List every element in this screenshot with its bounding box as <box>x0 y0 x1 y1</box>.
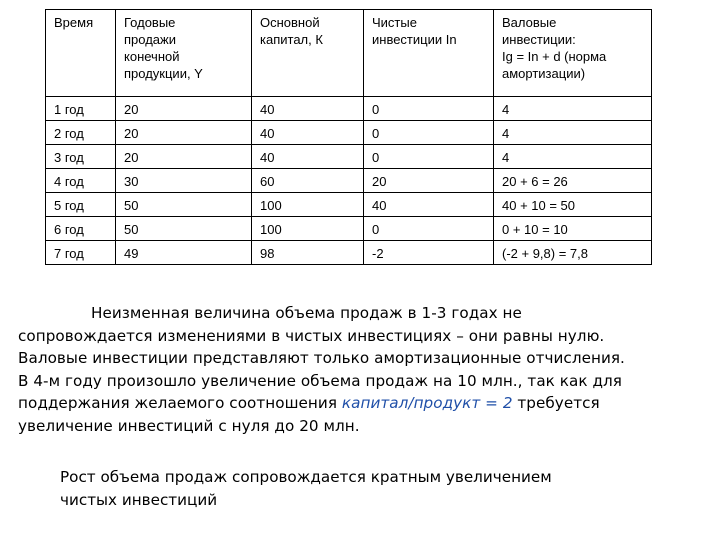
table-header-row <box>46 10 652 97</box>
paragraph-line: Рост объема продаж сопровождается кратным увеличением <box>60 468 552 486</box>
paragraph-text: поддержания желаемого соотношения <box>18 394 342 412</box>
cell-net-investment: 0 <box>364 217 494 241</box>
cell-sales: 50 <box>116 217 252 241</box>
cell-year: 4 год <box>46 169 116 193</box>
capital-output-ratio-highlight: капитал/продукт = 2 <box>341 394 513 412</box>
cell-sales: 20 <box>116 145 252 169</box>
header-net-investment: Чистые инвестиции In <box>364 10 494 97</box>
cell-gross-investment: 4 <box>494 145 652 169</box>
cell-capital: 60 <box>252 169 364 193</box>
cell-gross-investment: 4 <box>494 121 652 145</box>
table-row <box>46 145 652 169</box>
cell-sales: 30 <box>116 169 252 193</box>
cell-net-investment: 40 <box>364 193 494 217</box>
cell-year: 2 год <box>46 121 116 145</box>
conclusion-paragraph <box>60 466 680 511</box>
cell-net-investment: 0 <box>364 121 494 145</box>
cell-year: 6 год <box>46 217 116 241</box>
cell-year: 3 год <box>46 145 116 169</box>
cell-net-investment: -2 <box>364 241 494 265</box>
cell-gross-investment: 4 <box>494 97 652 121</box>
paragraph-line: сопровождается изменениями в чистых инвестициях – они равны нулю. <box>18 326 605 345</box>
header-gross-investment: Валовые инвестиции: Ig = In + d (норма амортизации) <box>494 10 652 97</box>
cell-capital: 40 <box>252 97 364 121</box>
cell-capital: 100 <box>252 193 364 217</box>
cell-sales: 50 <box>116 193 252 217</box>
table-row <box>46 121 652 145</box>
explanation-paragraph <box>18 302 718 437</box>
header-time: Время <box>46 10 116 97</box>
paragraph-line: чистых инвестиций <box>60 490 218 509</box>
cell-net-investment: 20 <box>364 169 494 193</box>
paragraph-text: требуется <box>512 394 600 412</box>
cell-gross-investment: 40 + 10 = 50 <box>494 193 652 217</box>
cell-gross-investment: (-2 + 9,8) = 7,8 <box>494 241 652 265</box>
investment-table <box>45 9 652 265</box>
cell-gross-investment: 20 + 6 = 26 <box>494 169 652 193</box>
cell-sales: 49 <box>116 241 252 265</box>
paragraph-line: В 4-м году произошло увеличение объема продаж на 10 млн., так как для <box>18 371 622 390</box>
table-row <box>46 241 652 265</box>
header-fixed-capital: Основной капитал, К <box>252 10 364 97</box>
cell-sales: 20 <box>116 97 252 121</box>
paragraph-line: увеличение инвестиций с нуля до 20 млн. <box>18 416 360 435</box>
table-row <box>46 217 652 241</box>
cell-year: 5 год <box>46 193 116 217</box>
cell-net-investment: 0 <box>364 145 494 169</box>
paragraph-line: Неизменная величина объема продаж в 1-3 годах не <box>91 304 522 322</box>
cell-capital: 40 <box>252 145 364 169</box>
cell-year: 1 год <box>46 97 116 121</box>
header-annual-sales: Годовые продажи конечной продукции, Y <box>116 10 252 97</box>
cell-year: 7 год <box>46 241 116 265</box>
cell-net-investment: 0 <box>364 97 494 121</box>
cell-capital: 100 <box>252 217 364 241</box>
paragraph-line <box>18 392 718 415</box>
table-row <box>46 193 652 217</box>
table-row <box>46 97 652 121</box>
table-row <box>46 169 652 193</box>
cell-capital: 40 <box>252 121 364 145</box>
paragraph-line: Валовые инвестиции представляют только амортизационные отчисления. <box>18 349 625 367</box>
cell-gross-investment: 0 + 10 = 10 <box>494 217 652 241</box>
cell-capital: 98 <box>252 241 364 265</box>
cell-sales: 20 <box>116 121 252 145</box>
